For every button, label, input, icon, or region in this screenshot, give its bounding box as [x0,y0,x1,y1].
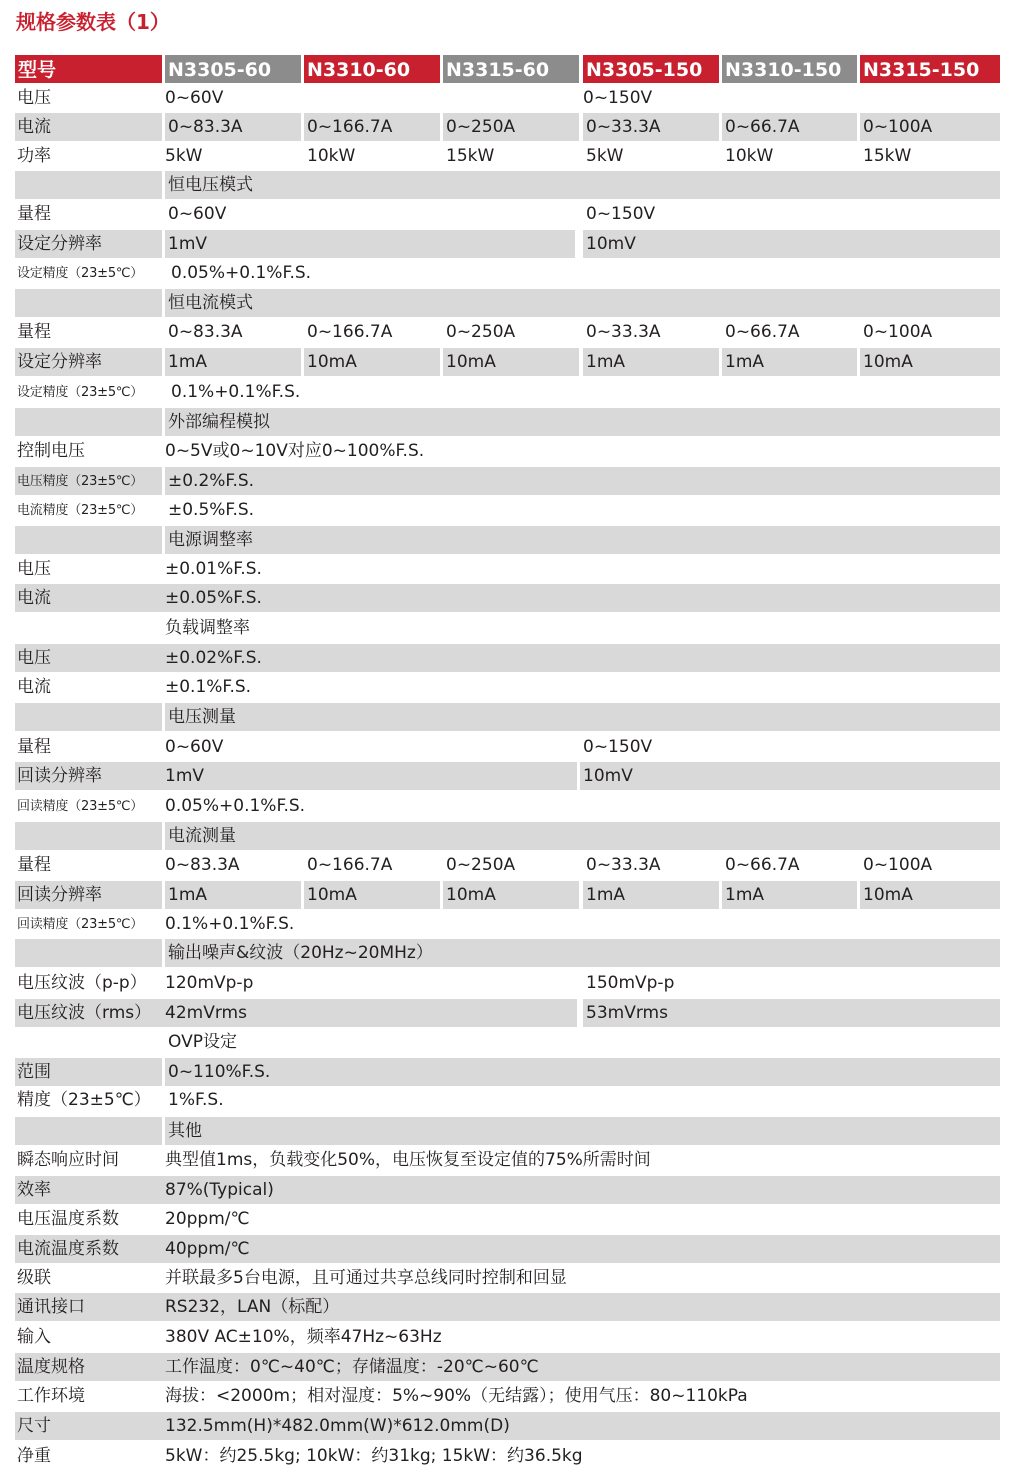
row-label: 电压 [17,559,51,579]
value-all-models: RS232，LAN（标配） [162,1293,1000,1321]
value-cell: 5kW [165,146,203,166]
value-all-models: ±0.5%F.S. [168,500,255,520]
value-cell: 10mA [443,348,579,376]
value-cell: 0~83.3A [168,322,243,342]
value-cell: 10kW [725,146,774,166]
table-row [0,1412,1027,1442]
value-cell: 10kW [307,146,356,166]
section-spacer [15,171,162,199]
table-row [0,673,1027,703]
table-row [0,348,1027,378]
value-60v-models: 120mVp-p [165,973,254,993]
table-row [0,113,1027,143]
value-150v-models: 0~150V [586,204,656,224]
section-title: 负载调整率 [165,618,250,638]
row-label: 电压 [15,644,162,672]
section-spacer [15,526,162,554]
table-row [0,496,1027,526]
section-row [0,822,1027,852]
value-cell: 10mA [860,881,1000,909]
table-row [0,881,1027,911]
value-all-models: ±0.1%F.S. [165,677,252,697]
value-all-models: ±0.02%F.S. [162,644,1000,672]
section-spacer [15,1117,162,1145]
row-label: 功率 [17,146,51,166]
value-all-models: 40ppm/℃ [162,1235,1000,1263]
value-cell: 0~66.7A [725,322,800,342]
table-row [0,1264,1027,1294]
value-all-models: ±0.2%F.S. [165,467,1000,495]
section-spacer [15,289,162,317]
row-label: 电流 [15,113,162,141]
row-label: 通讯接口 [15,1293,162,1321]
row-label: 设定精度（23±5℃） [17,266,144,281]
value-cell: 0~33.3A [586,855,661,875]
page-title: 规格参数表（1） [16,10,170,34]
section-row [0,1028,1027,1058]
table-row [0,1293,1027,1323]
row-label: 设定精度（23±5℃） [17,385,144,400]
section-row [0,289,1027,319]
row-label: 电压 [17,88,51,108]
section-title: 其他 [165,1117,1000,1145]
table-row [0,999,1027,1029]
value-all-models: 并联最多5台电源，且可通过共享总线同时控制和回显 [165,1268,567,1288]
value-60v-models: 42mVrms [162,999,577,1027]
value-cell: 0~33.3A [583,113,719,141]
row-label: 量程 [17,855,51,875]
row-label: 电压纹波（p-p） [17,973,147,993]
value-60v-models: 1mV [165,230,575,258]
row-label: 净重 [17,1446,51,1466]
value-all-models: 0.05%+0.1%F.S. [171,263,312,283]
value-150v-models: 10mV [583,230,1000,258]
value-cell: 0~250A [446,322,516,342]
table-row [0,733,1027,763]
row-label: 量程 [17,204,51,224]
value-cell: 1mA [165,348,301,376]
model-n3315-150: N3315-150 [860,55,1000,83]
value-cell: 15kW [446,146,495,166]
row-label: 量程 [17,737,51,757]
value-cell: 15kW [863,146,912,166]
value-60v-models: 0~60V [168,204,227,224]
section-row [0,408,1027,438]
section-row [0,1117,1027,1147]
value-cell: 0~166.7A [304,113,440,141]
table-row [0,555,1027,585]
table-row [0,1176,1027,1206]
table-row [0,230,1027,260]
section-spacer [15,408,162,436]
row-label: 设定分辨率 [15,230,162,258]
row-label: 输入 [17,1327,51,1347]
row-label: 电流温度系数 [15,1235,162,1263]
table-row [0,1058,1027,1088]
table-row [0,200,1027,230]
row-label: 尺寸 [15,1412,162,1440]
section-title: 输出噪声&纹波（20Hz~20MHz） [165,939,1000,967]
section-title: 恒电流模式 [165,289,1000,317]
value-cell: 0~250A [446,855,516,875]
value-all-models: 20ppm/℃ [165,1209,250,1229]
value-60v-models: 0~60V [165,737,224,757]
table-row [0,851,1027,881]
table-row [0,1382,1027,1412]
table-row [0,1442,1027,1472]
section-spacer [15,703,162,731]
value-cell: 0~83.3A [165,855,240,875]
table-row [0,1323,1027,1353]
row-label: 量程 [17,322,51,342]
row-label: 范围 [15,1058,162,1086]
row-label: 设定分辨率 [15,348,162,376]
value-cell: 10mA [304,348,440,376]
value-cell: 5kW [586,146,624,166]
table-row [0,1086,1027,1116]
table-row [0,910,1027,940]
value-all-models: ±0.01%F.S. [165,559,262,579]
model-label: 型号 [15,55,162,83]
value-150v-models: 10mV [580,762,1000,790]
value-60v-models: 0~60V [165,88,224,108]
value-all-models: 0.05%+0.1%F.S. [165,796,306,816]
value-cell: 0~66.7A [725,855,800,875]
section-row [0,939,1027,969]
value-60v-models: 1mV [162,762,577,790]
value-all-models: 5kW：约25.5kg; 10kW：约31kg; 15kW：约36.5kg [165,1446,583,1466]
value-all-models: 132.5mm(H)*482.0mm(W)*612.0mm(D) [162,1412,1000,1440]
section-title: 恒电压模式 [165,171,1000,199]
row-label: 电压纹波（rms） [15,999,162,1027]
value-cell: 0~66.7A [722,113,857,141]
value-cell: 0~33.3A [586,322,661,342]
table-row [0,1205,1027,1235]
table-row [0,644,1027,674]
value-150v-models: 150mVp-p [586,973,675,993]
model-n3305-60: N3305-60 [165,55,301,83]
section-spacer [15,939,162,967]
value-all-models: 87%(Typical) [162,1176,1000,1204]
row-label: 温度规格 [15,1353,162,1381]
value-cell: 10mA [860,348,1000,376]
table-row [0,792,1027,822]
value-all-models: 0~110%F.S. [165,1058,1000,1086]
value-cell: 10mA [443,881,579,909]
model-n3310-150: N3310-150 [722,55,857,83]
table-row [0,1146,1027,1176]
row-label: 效率 [15,1176,162,1204]
model-header-row [0,55,1027,85]
table-row [0,584,1027,614]
value-all-models: 380V AC±10%，频率47Hz~63Hz [165,1327,442,1347]
value-150v-models: 0~150V [583,737,653,757]
value-all-models: ±0.05%F.S. [162,584,1000,612]
section-row [0,526,1027,556]
value-all-models: 1%F.S. [168,1090,224,1110]
table-row [0,1353,1027,1383]
section-title: OVP设定 [168,1032,237,1052]
value-all-models: 典型值1ms，负载变化50%，电压恢复至设定值的75%所需时间 [165,1150,651,1170]
value-cell: 10mA [304,881,440,909]
row-label: 工作环境 [17,1386,85,1406]
row-label: 回读精度（23±5℃） [17,799,144,814]
row-label: 电流 [17,677,51,697]
row-label: 瞬态响应时间 [17,1150,119,1170]
row-label: 回读精度（23±5℃） [17,917,144,932]
row-label: 回读分辨率 [15,881,162,909]
value-cell: 1mA [583,348,719,376]
row-label: 电压温度系数 [17,1209,119,1229]
table-row [0,467,1027,497]
table-row [0,762,1027,792]
model-n3310-60: N3310-60 [304,55,440,83]
section-title: 电流测量 [165,822,1000,850]
table-row [0,259,1027,289]
value-cell: 1mA [722,348,857,376]
row-label: 电流 [15,584,162,612]
row-label: 级联 [17,1268,51,1288]
section-row [0,171,1027,201]
table-row [0,437,1027,467]
row-label: 精度（23±5℃） [17,1090,151,1110]
row-label: 控制电压 [17,441,85,461]
value-all-models: 工作温度：0℃~40℃；存储温度：-20℃~60℃ [162,1353,1000,1381]
value-all-models: 0.1%+0.1%F.S. [165,914,295,934]
value-cell: 0~83.3A [165,113,301,141]
table-row [0,142,1027,172]
table-row [0,378,1027,408]
value-150v-models: 53mVrms [583,999,1000,1027]
table-row [0,969,1027,999]
section-title: 电源调整率 [165,526,1000,554]
table-row [0,318,1027,348]
section-title: 外部编程模拟 [165,408,1000,436]
value-cell: 0~166.7A [307,855,393,875]
value-cell: 0~100A [863,322,933,342]
section-spacer [15,822,162,850]
value-150v-models: 0~150V [583,88,653,108]
model-n3315-60: N3315-60 [443,55,579,83]
value-cell: 0~100A [863,855,933,875]
section-row [0,614,1027,644]
section-title: 电压测量 [165,703,1000,731]
table-row [0,1235,1027,1265]
row-label: 回读分辨率 [15,762,162,790]
row-label: 电压精度（23±5℃） [15,467,162,495]
value-cell: 1mA [583,881,719,909]
model-n3305-150: N3305-150 [583,55,719,83]
value-cell: 0~250A [443,113,579,141]
value-cell: 1mA [722,881,857,909]
table-row [0,84,1027,114]
value-all-models: 海拔：<2000m；相对湿度：5%~90%（无结露）；使用气压：80~110kPa [165,1386,748,1406]
value-cell: 1mA [165,881,301,909]
value-cell: 0~100A [860,113,1000,141]
value-cell: 0~166.7A [307,322,393,342]
row-label: 电流精度（23±5℃） [17,503,144,518]
section-row [0,703,1027,733]
value-all-models: 0.1%+0.1%F.S. [171,382,301,402]
value-all-models: 0~5V或0~10V对应0~100%F.S. [165,441,425,461]
